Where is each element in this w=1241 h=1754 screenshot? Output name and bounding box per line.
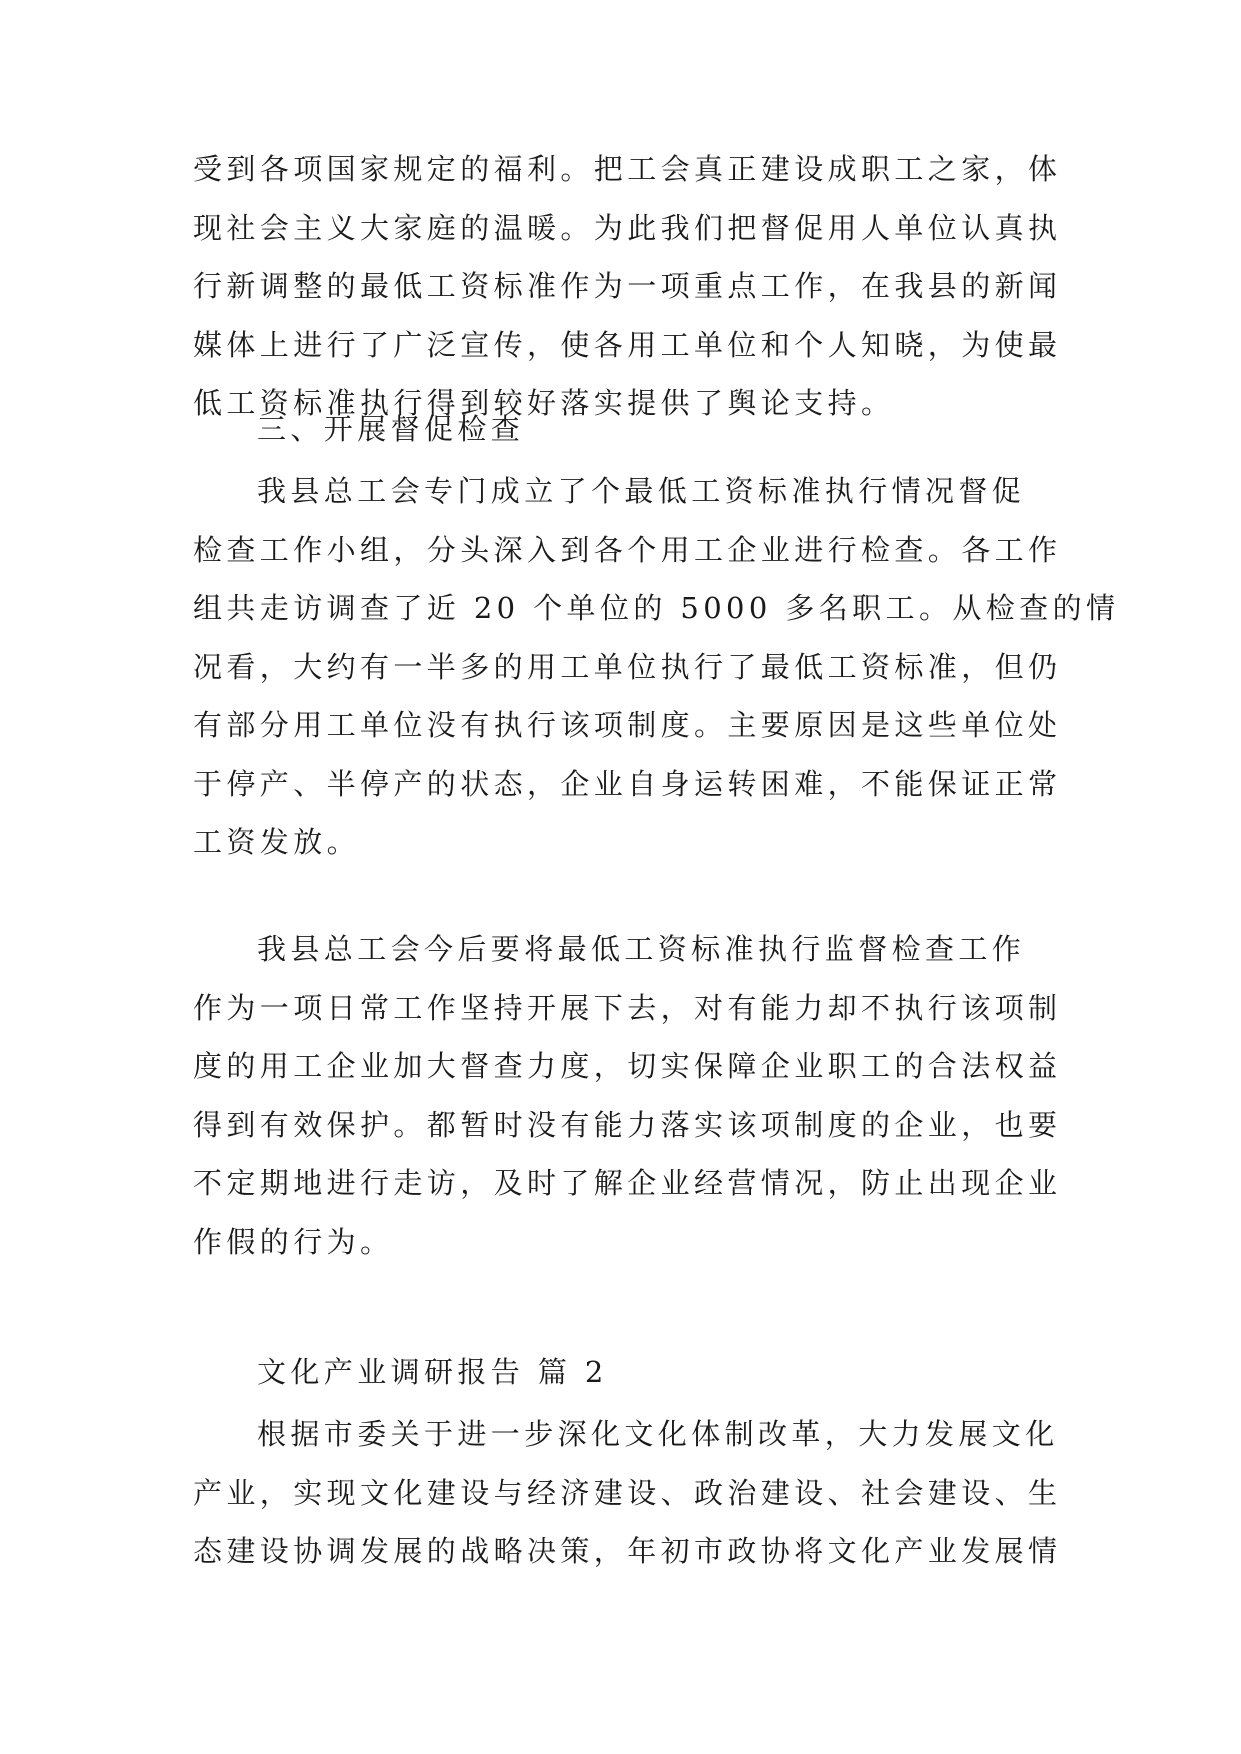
text-line: 于停产、半停产的状态，企业自身运转困难，不能保证正常 xyxy=(193,766,1062,801)
section-title-block xyxy=(193,1343,1053,1402)
text-line: 况看，大约有一半多的用工单位执行了最低工资标准，但仍 xyxy=(193,649,1062,684)
text-line: 组共走访调查了近 20 个单位的 5000 多名职工。从检查的情 xyxy=(193,591,1120,625)
text-line: 产业，实现文化建设与经济建设、政治建设、社会建设、生 xyxy=(193,1475,1062,1510)
text-line: 根据市委关于进一步深化文化体制改革，大力发展文化 xyxy=(257,1417,1059,1451)
text-line: 态建设协调发展的战略决策，年初市政协将文化产业发展情 xyxy=(193,1534,1062,1568)
paragraph-culture-industry xyxy=(193,1405,1062,1581)
text-line: 行新调整的最低工资标准作为一项重点工作，在我县的新闻 xyxy=(193,269,1062,303)
text-line: 我县总工会今后要将最低工资标准执行监督检查工作 xyxy=(257,932,1026,966)
text-line: 不定期地进行走访，及时了解企业经营情况，防止出现企业 xyxy=(193,1166,1062,1200)
text-line: 受到各项国家规定的福利。把工会真正建设成职工之家，体 xyxy=(193,152,1062,186)
paragraph-welfare xyxy=(193,140,1062,433)
text-line: 低工资标准执行得到较好落实提供了舆论支持。 xyxy=(193,386,895,420)
text-line: 工资发放。 xyxy=(193,825,361,859)
paragraph-future-work xyxy=(193,920,1062,1271)
text-line: 媒体上进行了广泛宣传，使各用工单位和个人知晓，为使最 xyxy=(193,327,1062,362)
text-line: 作为一项日常工作坚持开展下去，对有能力却不执行该项制 xyxy=(193,990,1062,1025)
heading-supervision xyxy=(193,400,1053,459)
text-line: 度的用工企业加大督查力度，切实保障企业职工的合法权益 xyxy=(193,1049,1062,1083)
text-line: 有部分用工单位没有执行该项制度。主要原因是这些单位处 xyxy=(193,708,1062,742)
text-line: 得到有效保护。都暂时没有能力落实该项制度的企业，也要 xyxy=(193,1107,1062,1142)
text-line: 检查工作小组，分头深入到各个用工企业进行检查。各工作 xyxy=(193,532,1062,567)
text-line: 我县总工会专门成立了个最低工资标准执行情况督促 xyxy=(257,474,1026,508)
paragraph-inspection xyxy=(193,462,1120,872)
text-line: 作假的行为。 xyxy=(193,1224,394,1259)
section-heading: 三、开展督促检查 xyxy=(257,412,525,446)
text-line: 现社会主义大家庭的温暖。为此我们把督促用人单位认真执 xyxy=(193,210,1062,245)
section-title: 文化产业调研报告 篇 2 xyxy=(257,1355,608,1389)
